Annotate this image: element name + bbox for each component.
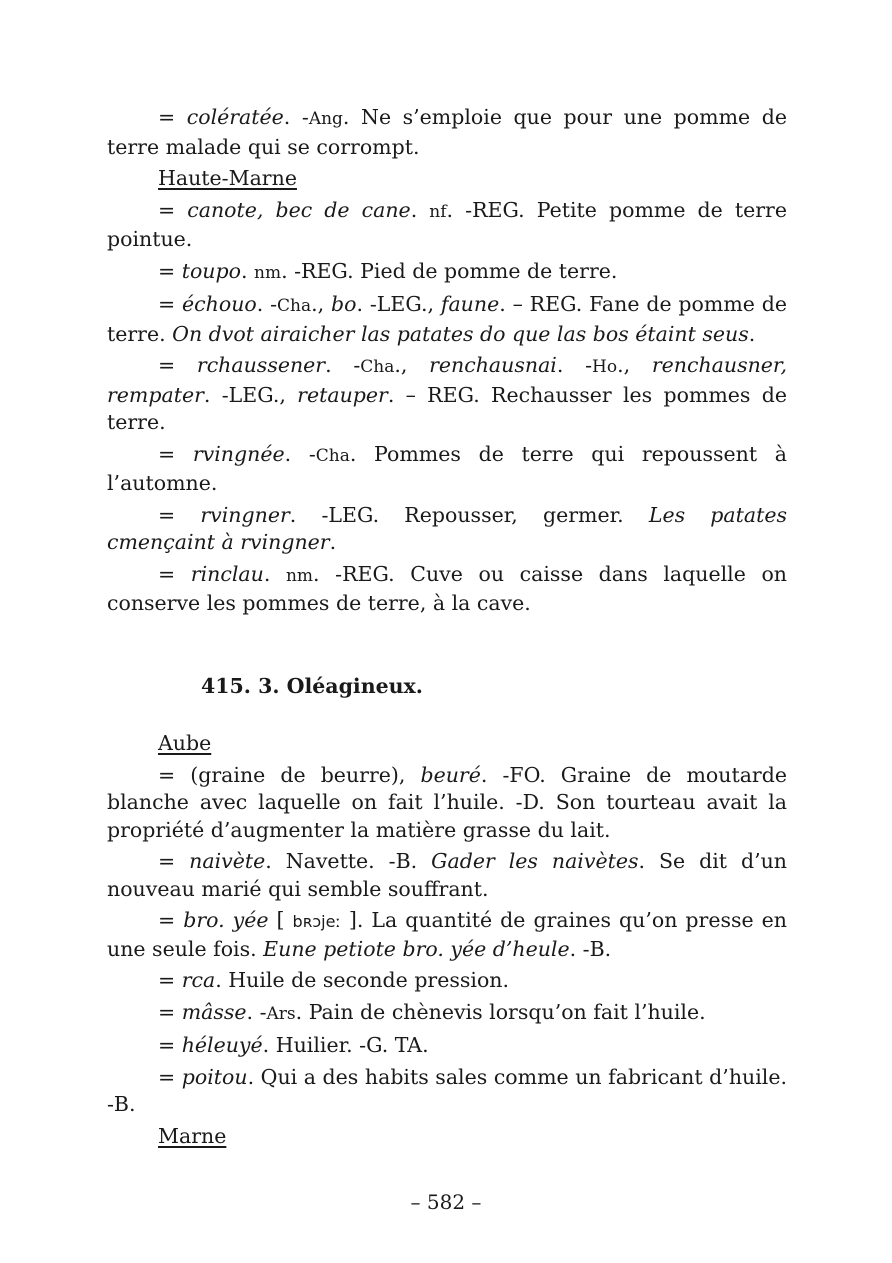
page-number: – 582 – (410, 1190, 482, 1214)
entry-naivete: = naivète. Navette. -B. Gader les naivètes. Se dit d’un nouveau marié qui semble souffrant. (107, 849, 787, 901)
entry-rinclau: = rinclau. nm. -REG. Cuve ou caisse dans laquelle on conserve les pommes de terre, à la cave. (107, 561, 787, 615)
entry-canote: = canote, bec de cane. nf. -REG. Petite pomme de terre pointue. (107, 197, 787, 251)
entry-masse: = mâsse. -Ars. Pain de chènevis lorsqu’on fait l’huile. (158, 999, 706, 1024)
entry-rvingner: = rvingner. -LEG. Repousser, germer. Les patates cmençaint à rvingner. (107, 502, 787, 554)
entry-beure: = (graine de beurre), beuré. -FO. Graine de moutarde blanche avec laquelle on fait l’huile. -D. Son tourteau avait la propriété d’augmenter la matière grasse du lait. (107, 762, 787, 842)
entry-poitou: = poitou. Qui a des habits sales comme un fabricant d’huile. -B. (107, 1064, 787, 1116)
entry-heleuye: = héleuyé. Huilier. -G. TA. (158, 1033, 429, 1057)
section-aube: Aube (158, 731, 212, 755)
entry-rvingnee: = rvingnée. -Cha. Pommes de terre qui repoussent à l’automne. (107, 441, 787, 495)
entry-broyee: = bro. yée [ bʀɔjeː ]. La quantité de graines qu’on presse en une seule fois. Eune petiote bro. yée d’heule. -B. (107, 908, 788, 961)
entry-colleratee: = colératée. -Ang. Ne s’emploie que pour une pomme de terre malade qui se corrompt. (107, 105, 787, 159)
page-body (107, 104, 787, 1154)
section-haute-marne: Haute-Marne (158, 166, 297, 190)
entry-toupo: = toupo. nm. -REG. Pied de pomme de terre. (158, 258, 618, 283)
entry-rchaussener: = rchaussener. -Cha., renchausnai. -Ho., renchausner, rempater. -LEG., retauper. – REG. Rechausser les pommes de terre. (107, 353, 787, 434)
section-marne: Marne (158, 1123, 227, 1148)
entry-echouo: = échouo. -Cha., bo. -LEG., faune. – REG. Fane de pomme de terre. On dvot airaicher las patates do que las bos étaint seus. (107, 292, 787, 346)
section-heading: 415. 3. Oléagineux. (201, 673, 423, 698)
entry-rca: = rca. Huile de seconde pression. (158, 968, 510, 992)
